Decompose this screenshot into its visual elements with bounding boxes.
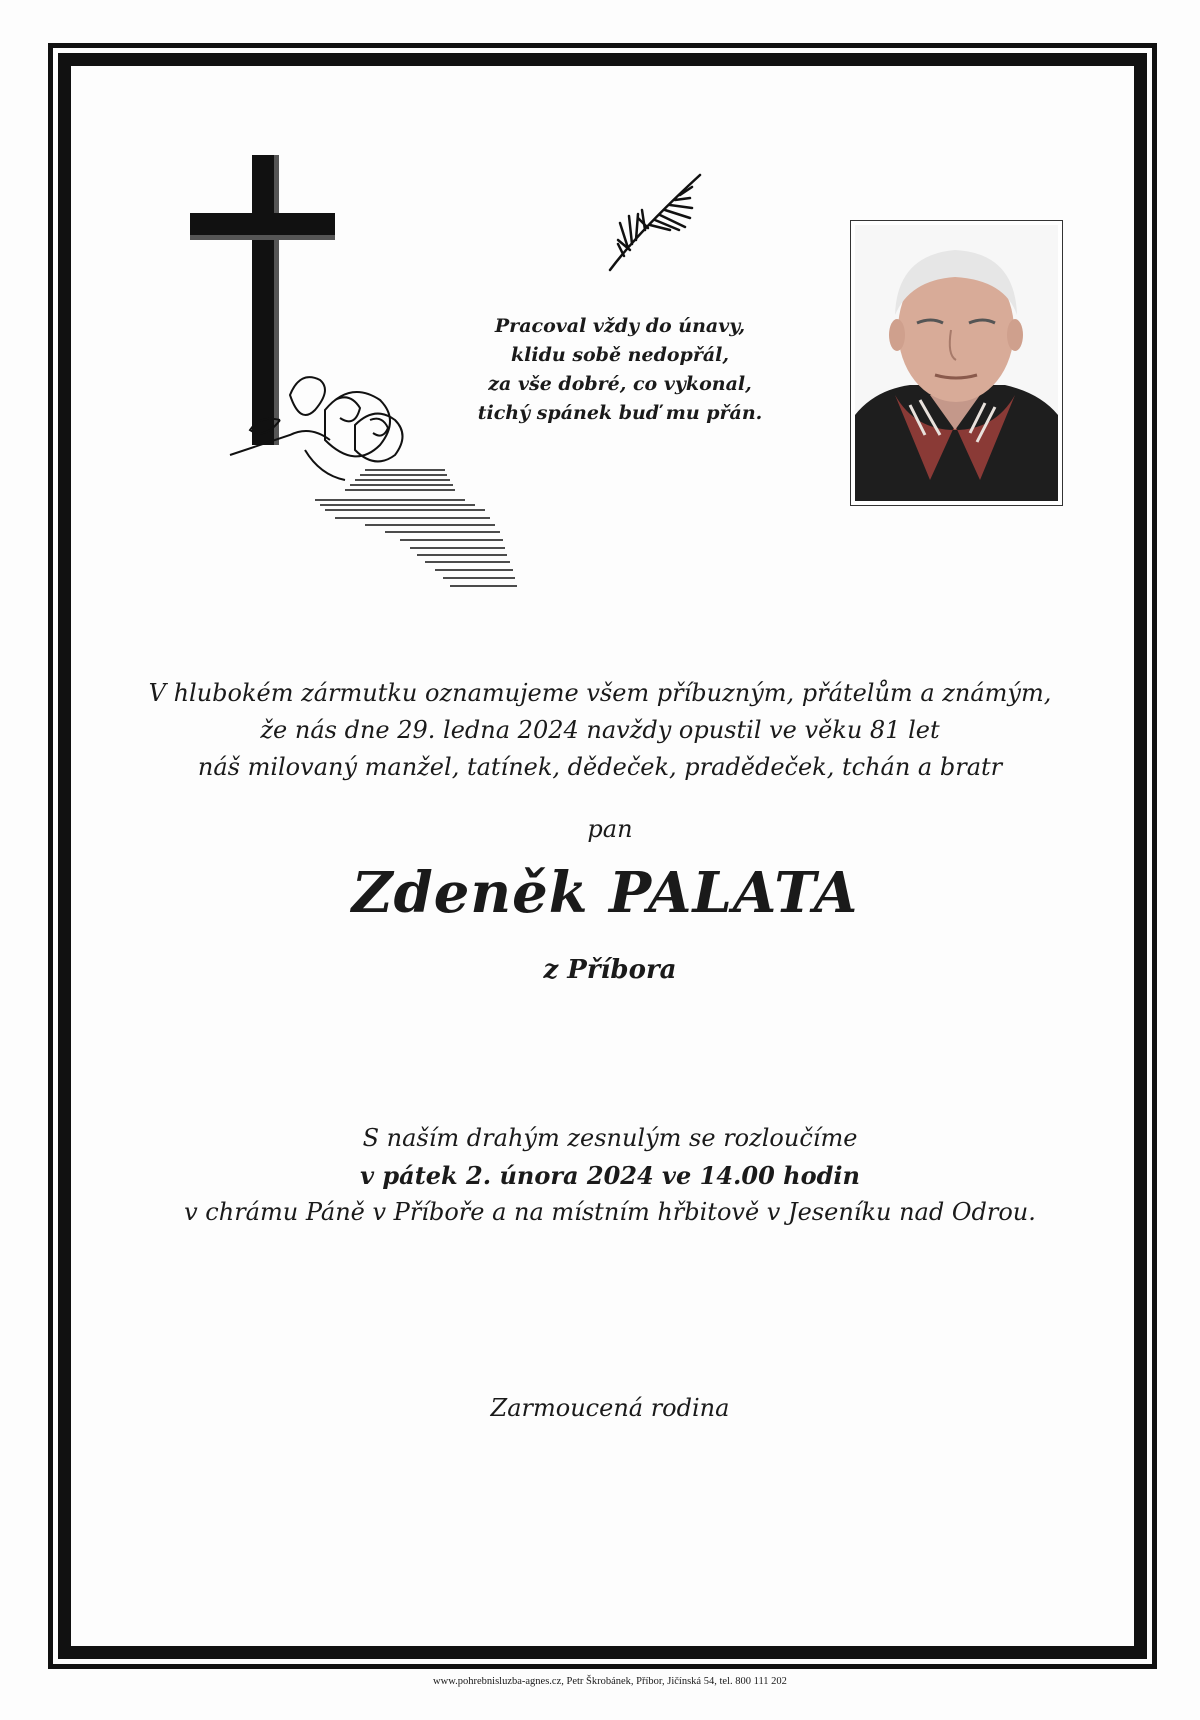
footer-contact: www.pohrebnisluzba-agnes.cz, Petr Škrobánek, Příbor, Jičínská 54, tel. 800 111 202 [433, 1676, 787, 1687]
fir-branch-icon [600, 170, 710, 280]
poem-line: za vše dobré, co vykonal, [488, 373, 752, 395]
funeral-intro: S naším drahým zesnulým se rozloučíme [362, 1124, 858, 1152]
salutation: pan [587, 815, 633, 843]
deceased-origin: z Příbora [543, 955, 677, 985]
poem-line: Pracoval vždy do únavy, [494, 315, 746, 337]
announcement-line: že nás dne 29. ledna 2024 navždy opustil ve věku 81 let [260, 716, 940, 744]
signature: Zarmoucená rodina [490, 1394, 730, 1422]
funeral-place: v chrámu Páně v Příboře a na místním hřbitově v Jeseníku nad Odrou. [184, 1198, 1036, 1226]
poem-line: klidu sobě nedopřál, [511, 344, 729, 366]
deceased-name: Zdeněk PALATA [351, 860, 859, 926]
announcement-line: náš milovaný manžel, tatínek, dědeček, pradědeček, tchán a bratr [197, 753, 1003, 781]
portrait-image [855, 225, 1058, 501]
funeral-datetime: v pátek 2. února 2024 ve 14.00 hodin [360, 1161, 860, 1190]
poem [470, 312, 770, 428]
announcement [100, 675, 1100, 786]
funeral-info [100, 1120, 1120, 1231]
announcement-line: V hlubokém zármutku oznamujeme všem příbuzným, přátelům a známým, [148, 679, 1052, 707]
poem-line: tichý spánek buď mu přán. [477, 402, 763, 424]
portrait-photo [850, 220, 1063, 506]
